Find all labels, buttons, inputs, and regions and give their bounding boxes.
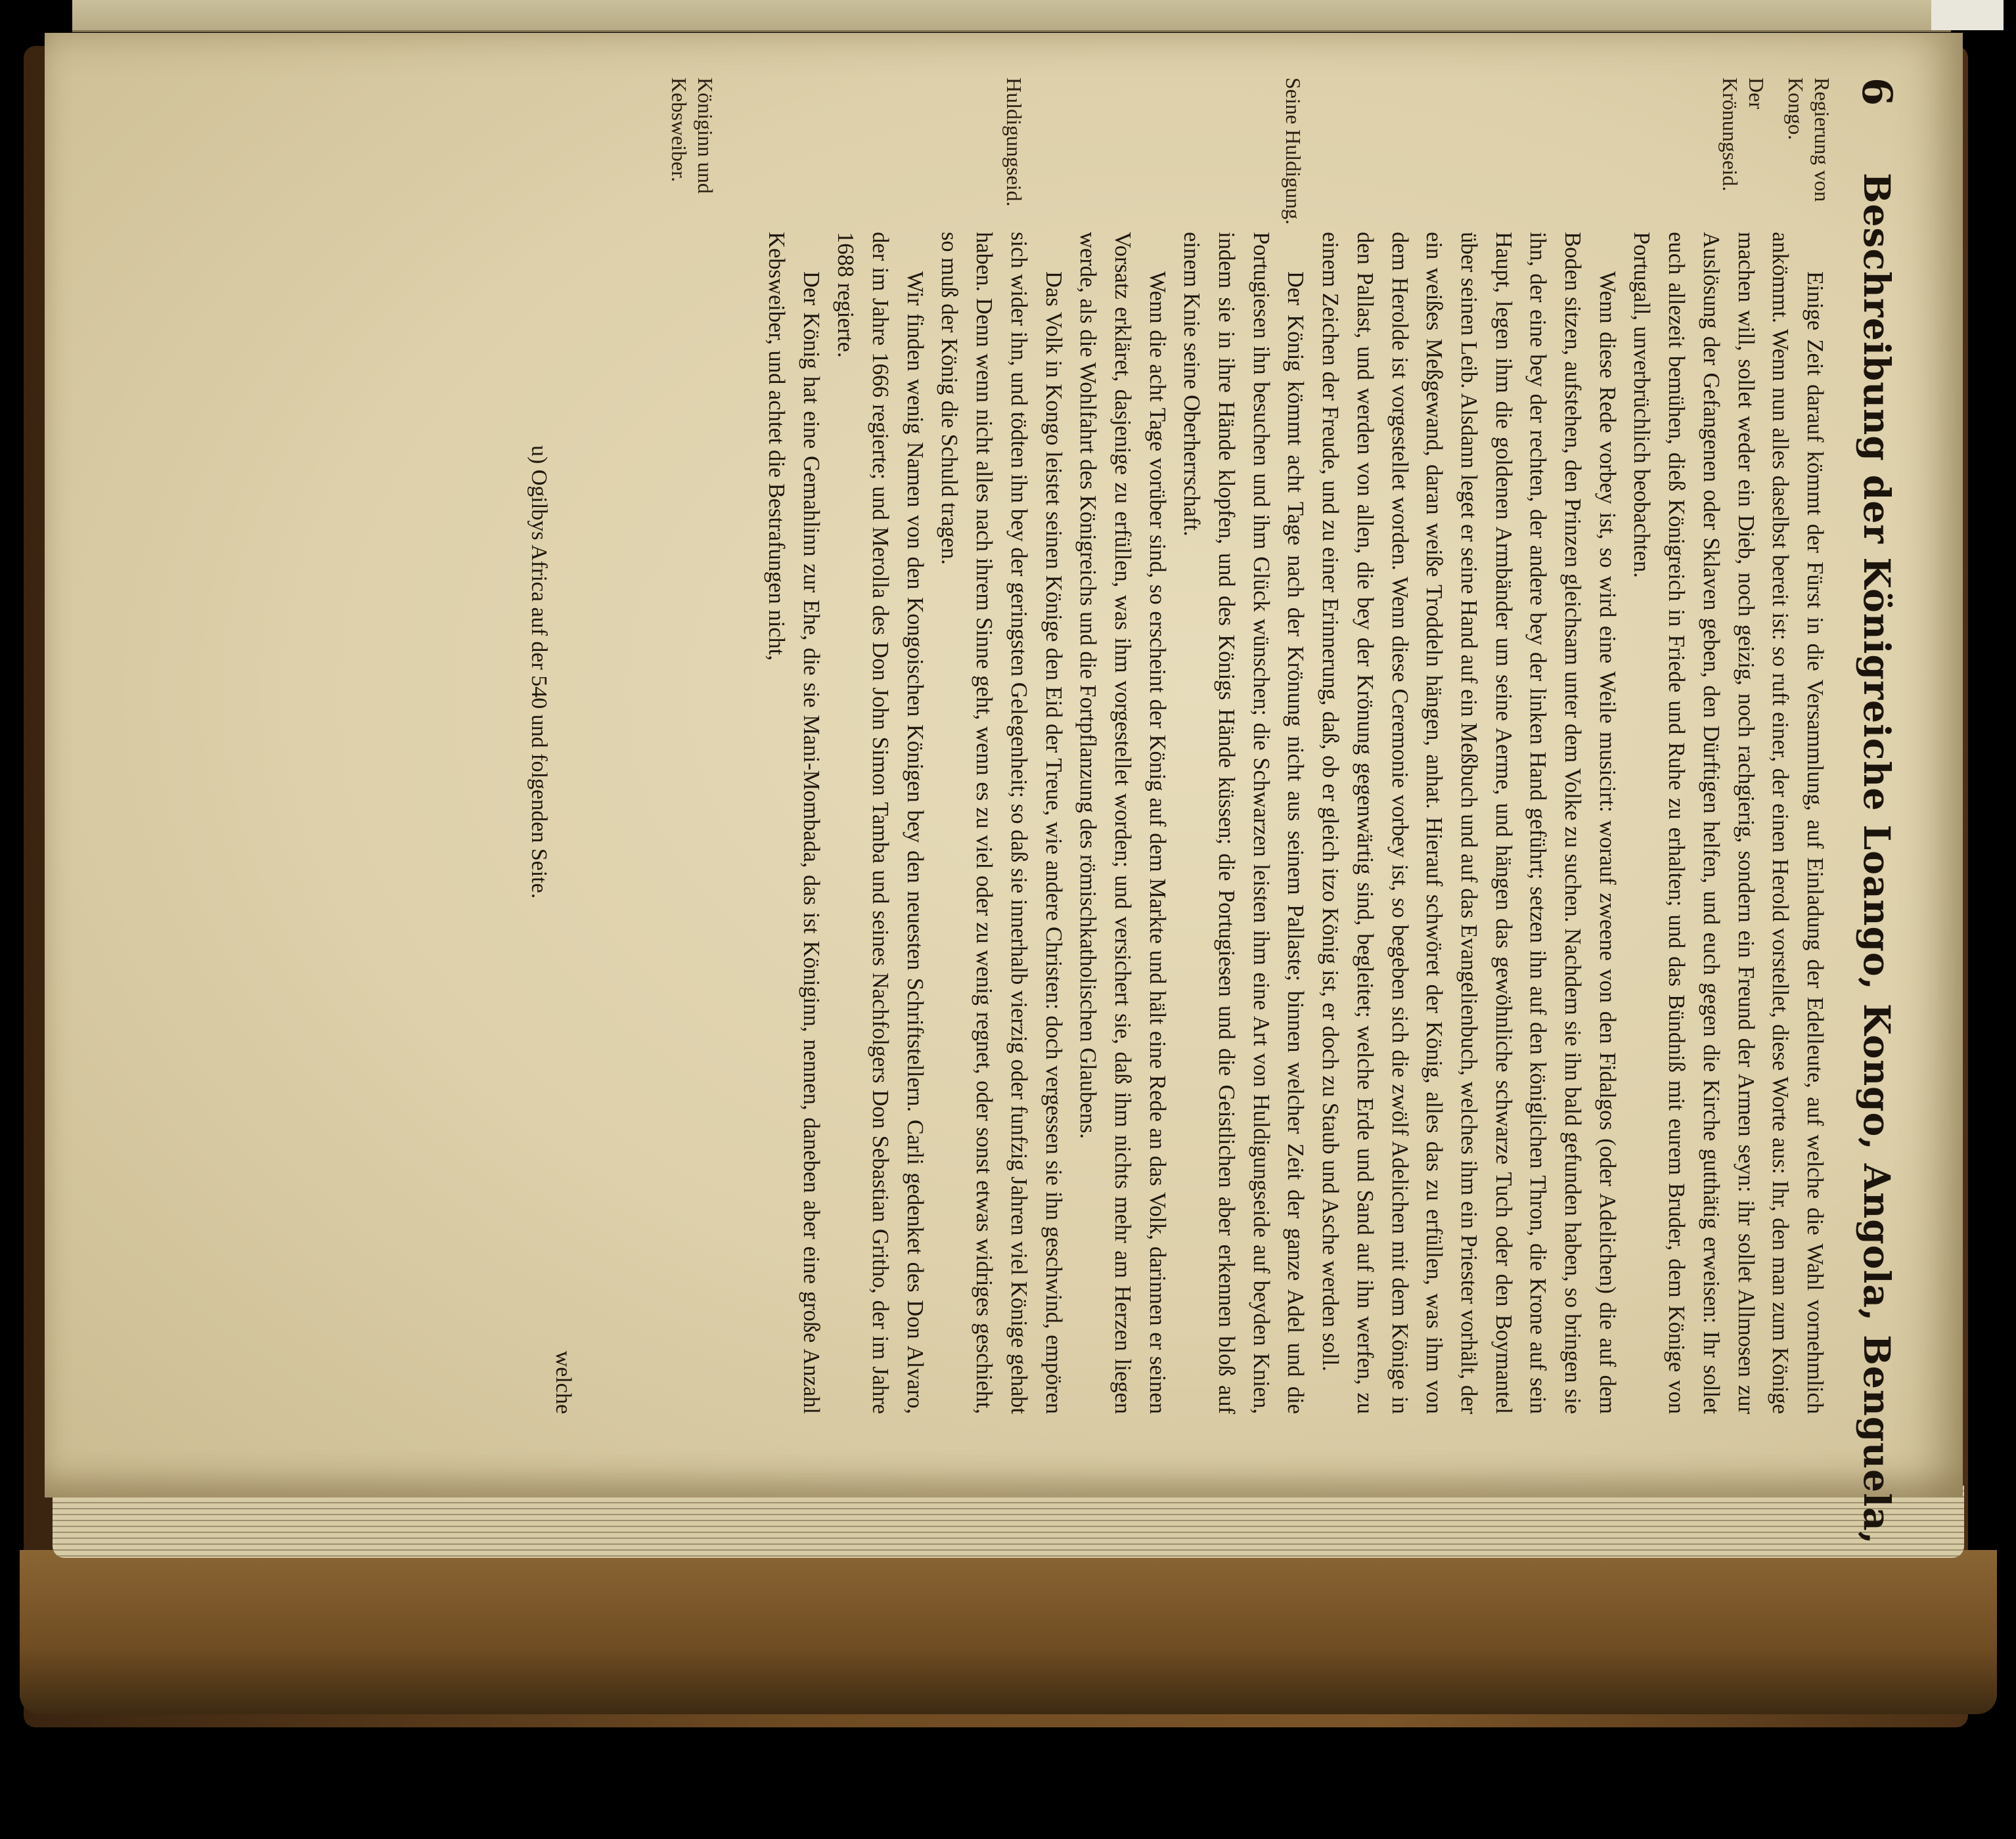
footnote: u) Ogilbys Africa auf der 540 und folgenden Seite. [527, 445, 551, 899]
leather-binding [20, 1550, 1997, 1714]
running-title: Beschreibung der Königreiche Loango, Kongo, Angola, Benguela, [1856, 173, 1898, 1545]
margin-note-kroenungseid: Der Krönungseid. [1718, 78, 1768, 192]
scan-edge-strip [1931, 0, 2004, 30]
catchword: welche [551, 1350, 575, 1414]
paragraph-5: Das Volk in Kongo leistet seinen Könige den Eid der Treue, wie andere Christen: doch vergessen sie ihn geschwind, empören sich wider ihn, und tödten ihn bey der geringsten Gelegenheit; so daß sie innerhalb vierzig oder funfzig Jahren viel Könige gehabt haben. Denn wenn nicht alles nach ihrem Sinne geht, wenn es zu viel oder zu wenig regnet, oder sonst etwas widriges geschieht, so muß der König die Schuld tragen. [937, 232, 1066, 1414]
paragraph-3: Der König kömmt acht Tage nach der Krönung nicht aus seinem Pallaste; binnen welcher Zeit der ganze Adel und die Portugiesen ihn besuchen und ihm Glück wünschen; die Schwarzen leisten ihm eine Art von Huldigungseide auf beyden Knien, indem sie in ihre Hände klopfen, und des Königs Hände küssen; die Portugiesen und die Geistlichen aber erkennen bloß auf einem Knie seine Oberherrschaft. [1179, 232, 1309, 1414]
rotated-page-content [114, 78, 1901, 1545]
paragraph-7: Der König hat eine Gemahlinn zur Ehe, die sie Mani-Mombada, das ist Königinn, nennen, daneben aber eine große Anzahl Kebsweiber, und achtet die Bestrafungen nicht, [763, 232, 824, 1414]
paragraph-1: Einige Zeit darauf kömmt der Fürst in die Versammlung, auf Einladung der Edelleute, auf welche die Wahl vornehmlich ankömmt. Wenn nun alles daselbst bereit ist: so ruft einer, der einen Herold vorstellet, diese Worte aus: Ihr, den man zum Könige machen will, sollet weder ein Dieb, noch geizig, noch rachgierig, sondern ein Freund der Armen seyn: ihr sollet Allmosen zur Auslösung der Gefangenen oder Sklaven geben, den Dürftigen helfen, und euch gegen die Kirche gutthätig erweisen: Ihr sollet euch allezeit bemühen, dieß Königreich in Friede und Ruhe zu erhalten; und das Bündniß mit eurem Bruder, dem Könige von Portugall, unverbrüchlich beobachten. [1629, 232, 1827, 1414]
margin-note-huldigung: Seine Huldigung. [1282, 78, 1305, 225]
paragraph-4: Wenn die acht Tage vorüber sind, so erscheint der König auf dem Markte und hält eine Rede an das Volk, darinnen er seinen Vorsatz erkläret, dasjenige zu erfüllen, was ihm vorgestellet worden; und versichert sie, daß ihm nichts mehr am Herzen liegen werde, als die Wohlfahrt des Königreichs und die Fortpflanzung des römischkatholischen Glaubens. [1075, 232, 1170, 1414]
margin-note-regierung: Regierung von Kongo. [1784, 78, 1834, 202]
previous-page-edge [72, 0, 1951, 32]
margin-note-huldigungseid: Huldigungseid. [1002, 78, 1026, 207]
paragraph-6: Wir finden wenig Namen von den Kongoischen Königen bey den neuesten Schriftstellern. Carli gedenket des Don Alvaro, der im Jahre 1666 regierte; und Merolla des Don John Simon Tamba und seines Nachfolgers Don Sebastian Gritho, der im Jahre 1688 regierte. [833, 232, 928, 1414]
margin-note-koeniginn: Königinn und Kebsweiber. [667, 78, 717, 194]
body-text [759, 232, 1832, 1414]
paragraph-2: Wenn diese Rede vorbey ist, so wird eine Weile musicirt: worauf zweene von den Fidalgos (oder Adelichen) die auf dem Boden sitzen, aufstehen, den Prinzen gleichsam unter dem Volke zu suchen. Nachdem sie ihn bald gefunden haben, so bringen sie ihn, der eine bey der rechten, der andere bey der linken Hand geführt; setzen ihn auf den königlichen Thron, die Krone auf sein Haupt, legen ihm die goldenen Armbänder um seine Aerme, und hängen das gewöhnliche schwarze Tuch oder den Boymantel über seinen Leib. Alsdann leget er seine Hand auf ein Meßbuch und auf das Evangelienbuch, welches ihm ein Priester vorhält, der ein weißes Meßgewand, daran weiße Troddeln hängen, anhat. Hierauf schwöret der König, alles das zu erfüllen, was ihm von dem Herolde ist vorgestellet worden. Wenn diese Ceremonie vorbey ist, so begeben sich die zwölf Adelichen mit dem Könige in den Pallast, und werden von allen, die bey der Krönung gegenwärtig sind, begleitet; welche Erde und Sand auf ihn werfen, zu einem Zeichen der Freude, und zu einer Erinnerung, daß, ob er gleich itzo König ist, er doch zu Staub und Asche werden soll. [1318, 232, 1620, 1414]
page-number: 6 [1853, 78, 1901, 106]
